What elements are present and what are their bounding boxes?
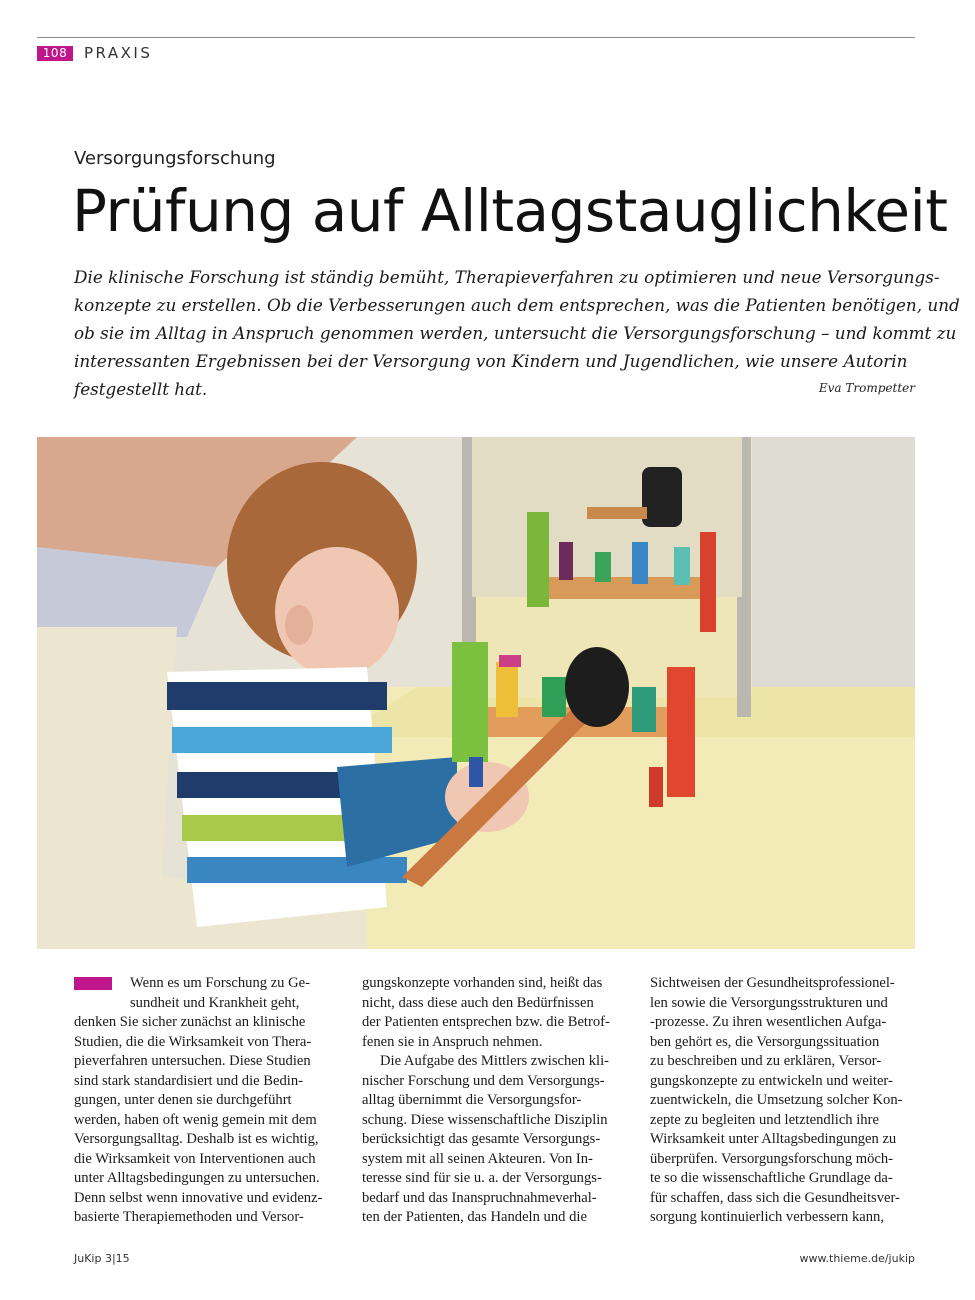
- article-title: Prüfung auf Alltagstauglichkeit: [72, 177, 948, 245]
- body-line: alltag übernimmt die Versorgungsfor-: [362, 1092, 582, 1108]
- body-line: sundheit und Krankheit geht,: [130, 994, 300, 1011]
- body-line: system mit all seinen Akteuren. Von In-: [362, 1150, 593, 1167]
- body-line: te so die wissenschaftliche Grundlage da-: [650, 1170, 893, 1186]
- body-line: len sowie die Versorgungsstrukturen und: [650, 994, 888, 1011]
- body-line: basierte Therapiemethoden und Versor-: [74, 1209, 304, 1225]
- body-column-3: [650, 974, 915, 1228]
- body-line: schung. Diese wissenschaftliche Disziplin: [362, 1111, 608, 1128]
- author-name: Eva Trompetter: [818, 381, 915, 395]
- body-line: der Patienten entsprechen bzw. die Betrof-: [362, 1014, 610, 1030]
- footer-issue: JuKip 3|15: [74, 1252, 130, 1265]
- body-line: sind stark standardisiert und die Bedin-: [74, 1072, 303, 1089]
- body-line: zuentwickeln, die Umsetzung solcher Kon-: [650, 1092, 903, 1108]
- section-label: PRAXIS: [84, 44, 153, 62]
- lead-line: ob sie im Alltag in Anspruch genommen werden, untersucht die Versorgungsforschung – und kommt zu: [74, 323, 957, 343]
- body-line: Wirksamkeit unter Alltagsbedingungen zu: [650, 1131, 897, 1147]
- body-line: unter Alltagsbedingungen zu untersuchen.: [74, 1170, 320, 1186]
- body-line: sorgung kontinuierlich verbessern kann,: [650, 1209, 884, 1225]
- body-line: die Wirksamkeit von Interventionen auch: [74, 1150, 316, 1167]
- body-line: gungskonzepte zu entwickeln und weiter-: [650, 1072, 893, 1089]
- body-line: zu beschreiben und zu erklären, Versor-: [650, 1053, 882, 1069]
- body-line: fenen sie in Anspruch nehmen.: [362, 1033, 543, 1050]
- body-line: Denn selbst wenn innovative und evidenz-: [74, 1189, 323, 1206]
- body-line: Studien, die die Wirksamkeit von Thera-: [74, 1033, 312, 1050]
- footer-url: www.thieme.de/jukip: [799, 1252, 915, 1265]
- lead-line: interessanten Ergebnissen bei der Versorgung von Kindern und Jugendlichen, wie unsere Autorin: [74, 351, 908, 371]
- body-line: denken Sie sicher zunächst an klinische: [74, 1014, 306, 1030]
- body-line: ben gehört es, die Versorgungssituation: [650, 1033, 880, 1050]
- child-playing-hammer-bench-illustration: [37, 437, 915, 949]
- lead-line: Die klinische Forschung ist ständig bemüht, Therapieverfahren zu optimieren und neue Versorgungs-: [74, 267, 940, 287]
- body-line: gungskonzepte vorhanden sind, heißt das: [362, 975, 603, 991]
- body-column-1: [74, 974, 339, 1228]
- body-line: berücksichtigt das gesamte Versorgungs-: [362, 1131, 601, 1147]
- body-line: nicht, dass diese auch den Bedürfnissen: [362, 994, 594, 1011]
- body-line: ten der Patienten, das Handeln und die: [362, 1209, 587, 1225]
- body-line: pieverfahren untersuchen. Diese Studien: [74, 1053, 311, 1069]
- lead-line: konzepte zu erstellen. Ob die Verbesserungen auch dem entsprechen, was die Patienten benötigen, und: [74, 295, 960, 315]
- body-line: bedarf und das Inanspruchnahmeverhal-: [362, 1189, 597, 1206]
- body-line: teresse sind für sie u. a. der Versorgungs-: [362, 1170, 602, 1186]
- body-line: nischer Forschung und dem Versorgungs-: [362, 1072, 605, 1089]
- article-kicker: Versorgungsforschung: [74, 148, 276, 169]
- body-line: zepte zu begleiten und letztendlich ihre: [650, 1111, 879, 1128]
- body-line: überprüfen. Versorgungsforschung möch-: [650, 1150, 894, 1167]
- article-lead: [74, 263, 960, 403]
- body-line: Versorgungsalltag. Deshalb ist es wichtig,: [74, 1131, 319, 1147]
- page-number: 108: [37, 46, 73, 61]
- body-line: werden, haben oft wenig gemein mit dem: [74, 1111, 317, 1128]
- body-line: gungen, unter denen sie durchgeführt: [74, 1092, 292, 1108]
- top-rule: [37, 37, 915, 38]
- body-line: Wenn es um Forschung zu Ge-: [130, 975, 310, 991]
- body-line: -prozesse. Zu ihren wesentlichen Aufga-: [650, 1014, 887, 1030]
- lead-line: festgestellt hat.: [74, 379, 208, 399]
- article-photo: [37, 437, 915, 949]
- body-column-2: [362, 974, 627, 1228]
- body-line: für schaffen, dass sich die Gesundheitsver-: [650, 1189, 900, 1206]
- body-line: Sichtweisen der Gesundheitsprofessionel-: [650, 975, 895, 991]
- body-line: Die Aufgabe des Mittlers zwischen kli-: [380, 1053, 609, 1069]
